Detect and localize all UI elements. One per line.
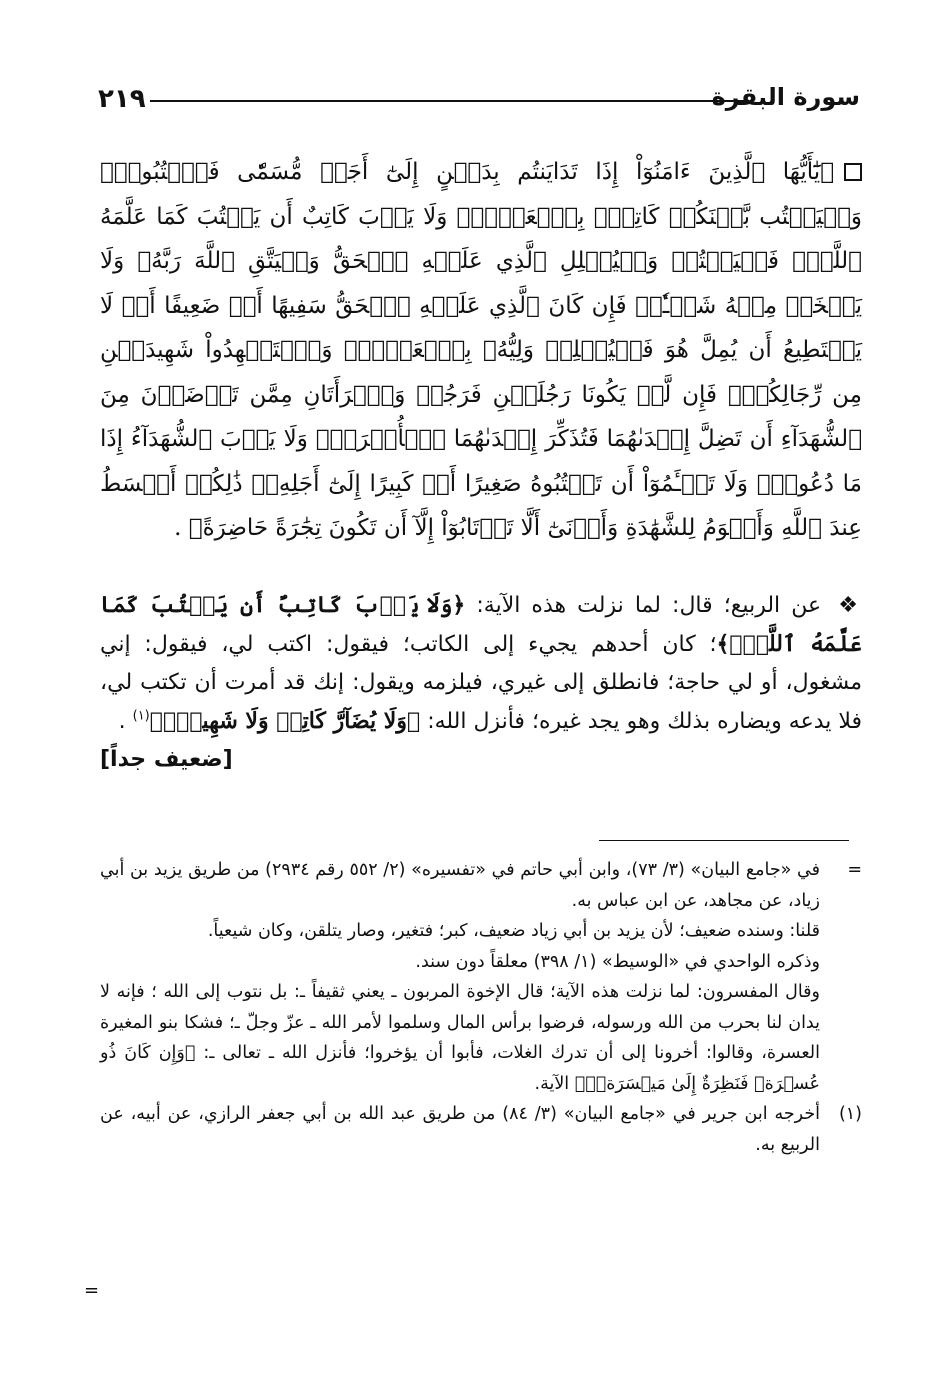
footnote-line: في «جامع البيان» (٣/ ٧٣)، وابن أبي حاتم في «تفسيره» (٢/ ٥٥٢ رقم ٢٩٣٤) من طريق يزيد بن أبي زياد، عن مجاهد، عن ابن عباس به.	[100, 860, 821, 911]
surah-title: سورة البقرة	[711, 83, 860, 111]
footnote-line: وقال المفسرون: لما نزلت هذه الآية؛ قال الإخوة المربون ـ يعني ثقيفاً ـ: بل نتوب إلى الله ؛ فإنه لا يدان لنا بحرب من الله ورسوله، فرضوا برأس المال وسلموا لأمر الله ـ عزّ وجلّ ـ؛ فشكا بنو المغيرة العسرة، وقالوا: أخرونا إلى أن تدرك الغلات، فأبوا أن يؤخروا؛ فأنزل الله ـ تعالى ـ: ﴿وَإِن كَانَ ذُو عُسۡرَةٖ فَنَظِرَةٌ إِلَىٰ مَيۡسَرَةٖۚ﴾ الآية.	[100, 982, 820, 1094]
commentary-paragraph	[100, 586, 863, 772]
footnote-reference[interactable]: (١)	[132, 708, 150, 724]
footnote-separator	[599, 840, 849, 841]
footnote-1-marker: (١)	[838, 1104, 862, 1124]
commentary-quote-1: ﴿وَلَا يَأۡبَ كَاتِبٌ أَن يَكۡتُبَ كَمَا عَلَّمَهُ ٱللَّهُۚ﴾	[100, 592, 862, 657]
footnote-line: قلنا: وسنده ضعيف؛ لأن يزيد بن أبي زياد ضعيف، كبر؛ فتغير، وصار يتلقن، وكان شيعياً.	[207, 921, 820, 941]
square-icon	[844, 163, 862, 181]
commentary-intro: عن الربيع؛ قال: لما نزلت هذه الآية:	[476, 593, 822, 618]
verse-open-bracket: ﴿	[820, 159, 834, 185]
commentary-block	[100, 586, 862, 779]
page-number: ٢١٩	[98, 84, 146, 114]
footnote-1-text: أخرجه ابن جرير في «جامع البيان» (٣/ ٨٤) من طريق عبد الله بن أبي جعفر الرازي، عن أبيه، عن الربيع به.	[100, 1104, 821, 1155]
continuation-marker: =	[847, 860, 862, 880]
continues-marker: =	[84, 1280, 100, 1301]
diamond-icon: ❖	[838, 593, 863, 618]
commentary-end: .	[118, 709, 133, 734]
hadith-grade: [ضعيف جداً]	[100, 747, 233, 772]
footnote-1	[100, 1099, 862, 1160]
verse-text: يَٰٓأَيُّهَا ٱلَّذِينَ ءَامَنُوٓاْ إِذَا تَدَايَنتُم بِدَيۡنٍ إِلَىٰٓ أَجَلٖ مُّسَمّٗى فَٱكۡتُبُوهُۚ وَلۡيَكۡتُب بَّيۡنَكُمۡ كَاتِبُۢ بِٱلۡعَدۡلِۚ وَلَا يَأۡبَ كَاتِبٌ أَن يَكۡتُبَ كَمَا عَلَّمَهُ ٱللَّهُۚ فَلۡيَكۡتُبۡ وَلۡيُمۡلِلِ ٱلَّذِي عَلَيۡهِ ٱلۡحَقُّ وَلۡيَتَّقِ ٱللَّهَ رَبَّهُۥ وَلَا يَبۡخَسۡ مِنۡهُ شَيۡـٔٗاۚ فَإِن كَانَ ٱلَّذِي عَلَيۡهِ ٱلۡحَقُّ سَفِيهًا أَوۡ ضَعِيفًا أَوۡ لَا يَسۡتَطِيعُ أَن يُمِلَّ هُوَ فَلۡيُمۡلِلۡ وَلِيُّهُۥ بِٱلۡعَدۡلِۚ وَٱسۡتَشۡهِدُواْ شَهِيدَيۡنِ مِن رِّجَالِكُمۡۖ فَإِن لَّمۡ يَكُونَا رَجُلَيۡنِ فَرَجُلٞ وَٱمۡرَأَتَانِ مِمَّن تَرۡضَوۡنَ مِنَ ٱلشُّهَدَآءِ أَن تَضِلَّ إِحۡدَىٰهُمَا فَتُذَكِّرَ إِحۡدَىٰهُمَا ٱلۡأُخۡرَىٰۚ وَلَا يَأۡبَ ٱلشُّهَدَآءُ إِذَا مَا دُعُواْۚ وَلَا تَسۡـَٔمُوٓاْ أَن تَكۡتُبُوهُ صَغِيرًا أَوۡ كَبِيرًا إِلَىٰٓ أَجَلِهِۦۚ ذَٰلِكُمۡ أَقۡسَطُ عِندَ ٱللَّهِ وَأَقۡوَمُ لِلشَّهَٰدَةِ وَأَدۡنَىٰٓ أَلَّا تَرۡتَابُوٓاْ إِلَّآ أَن تَكُونَ تِجَٰرَةً حَاضِرَةً	[100, 159, 862, 541]
page-header	[88, 78, 860, 122]
footnote-continuation	[100, 855, 862, 1099]
commentary-quote-2: ﴿وَلَا يُضَآرَّ كَاتِبٞ وَلَا شَهِيدٞۚ﴾	[149, 708, 421, 734]
footnotes-block	[100, 855, 862, 1160]
quran-verse-block	[100, 150, 862, 551]
commentary-body: ؛ كان أحدهم يجيء إلى الكاتب؛ فيقول: اكتب لي، فيقول: إني مشغول، أو لي حاجة؛ فانطلق إلى غيري، فيلزمه ويقول: إنك قد أمرت أن تكتب لي، فلا يدعه ويضاره بذلك وهو يجد غيره؛ فأنزل الله:	[100, 632, 862, 734]
header-rule	[150, 100, 748, 102]
verse-close-bracket: ﴾ .	[174, 515, 203, 541]
footnote-line: وذكره الواحدي في «الوسيط» (١/ ٣٩٨) معلقاً دون سند.	[415, 951, 820, 972]
